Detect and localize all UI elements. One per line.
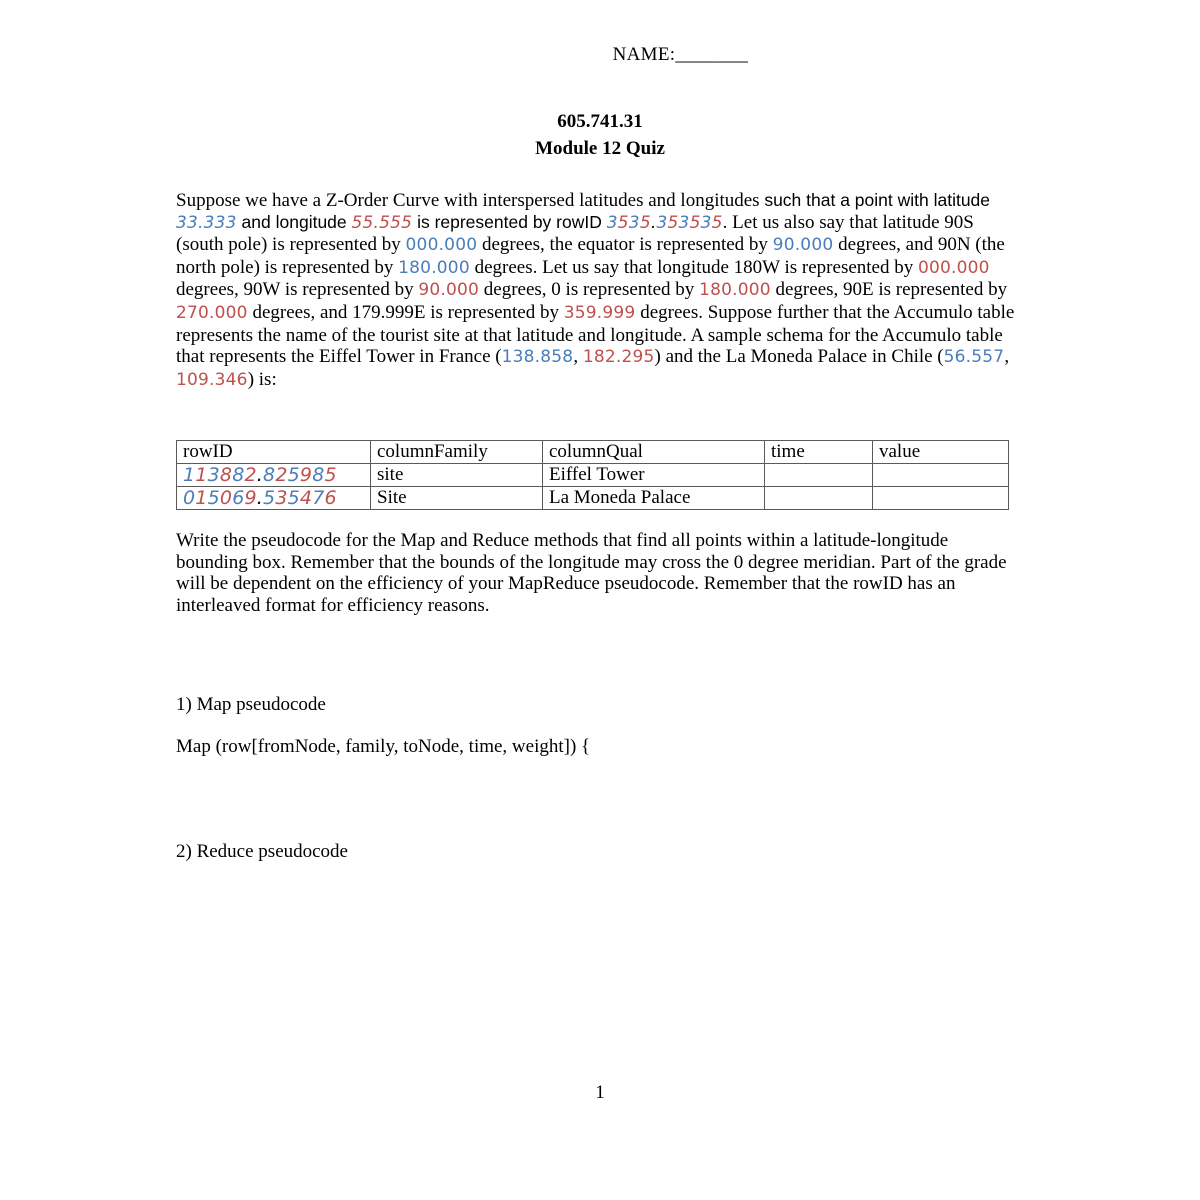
problem-text-10: degrees, 0 is represented by (479, 279, 700, 301)
example-rowid-interleaved: 3535.353535 (606, 212, 723, 233)
cell-time (765, 464, 873, 487)
problem-statement (176, 190, 1021, 391)
latitude-equator-value: 90.000 (772, 235, 834, 256)
problem-paragraph (176, 190, 1021, 391)
quiz-name: Module 12 Quiz (535, 138, 665, 159)
problem-text-12: degrees, and 179.999E is represented by (247, 301, 564, 323)
cell-columnqual: La Moneda Palace (543, 487, 765, 510)
latitude-90s-value: 000.000 (405, 235, 478, 256)
problem-text-7: degrees, and 90N (the north pole) is represented by (176, 234, 1005, 278)
eiffel-longitude-value: 182.295 (582, 347, 655, 368)
cell-columnfamily: site (371, 464, 543, 487)
cell-columnqual: Eiffel Tower (543, 464, 765, 487)
problem-text-5: . Let us also say that latitude 90S (south pole) is represented by (176, 211, 974, 256)
cell-rowid: 015069.535476 (177, 487, 371, 510)
instructions-block (176, 530, 1021, 616)
problem-text-16: , (1004, 346, 1010, 368)
instructions-paragraph: Write the pseudocode for the Map and Reduce methods that find all points within a latitude-longitude bounding box. Remember that the bounds of the longitude may cross the 0 degree meridian. Part of the grade will be dependent on the efficiency of your MapReduce pseudocode. Remember that the rowID has an interleaved format for efficiency reasons. (176, 530, 1007, 616)
longitude-90e-value: 270.000 (176, 302, 248, 323)
problem-text-9: degrees, 90W is represented by (176, 279, 419, 301)
header-cell-columnfamily: columnFamily (371, 441, 543, 464)
problem-text-17: ) is: (247, 368, 277, 390)
moneda-latitude-value: 56.557 (943, 347, 1005, 368)
course-number: 605.741.31 (557, 111, 643, 132)
header-cell-rowid: rowID (177, 441, 371, 464)
map-method-signature: Map (row[fromNode, family, toNode, time, weight]) { (176, 736, 591, 757)
table-header-row (177, 441, 1009, 464)
table-row (177, 464, 1009, 487)
question-1-label: 1) Map pseudocode (176, 694, 326, 715)
longitude-179e-value: 359.999 (563, 302, 636, 323)
cell-value (873, 487, 1009, 510)
header-cell-columnqual: columnQual (543, 441, 765, 464)
longitude-180w-value: 000.000 (918, 257, 990, 278)
problem-text-4: is represented by rowID (412, 211, 607, 232)
table-row (177, 487, 1009, 510)
header-cell-value: value (873, 441, 1009, 464)
question-2-label: 2) Reduce pseudocode (176, 841, 348, 862)
accumulo-schema-table (176, 440, 1009, 510)
cell-time (765, 487, 873, 510)
problem-text-6: degrees, the equator is represented by (477, 234, 773, 256)
example-latitude-value: 33.333 (176, 212, 237, 233)
problem-text-1: Suppose we have a Z-Order Curve with interspersed latitudes and longitudes (176, 190, 765, 211)
name-label: NAME: (612, 44, 676, 65)
page-number: 1 (595, 1082, 605, 1103)
problem-text-8: degrees. Let us say that longitude 180W is represented by (469, 256, 918, 278)
problem-text-11: degrees, 90E is represented by (770, 279, 1008, 301)
problem-text-13: degrees. Suppose further that the Accumulo table represents the name of the tourist site at that latitude and longitude. A sample schema for the Accumulo table that represents the Eiffel Tower in France ( (176, 301, 1015, 368)
accumulo-schema-table-wrapper (176, 440, 1008, 510)
cell-value (873, 464, 1009, 487)
problem-text-2: such that a point with latitude (764, 190, 991, 210)
longitude-0-value: 180.000 (699, 280, 771, 301)
header-cell-time: time (765, 441, 873, 464)
name-blank-rule: ________ (675, 44, 748, 65)
cell-columnfamily: Site (371, 487, 543, 510)
name-field-line (0, 44, 1200, 66)
problem-text-3: and longitude (236, 211, 352, 232)
cell-rowid: 113882.825985 (177, 464, 371, 487)
problem-text-14: , (573, 346, 583, 368)
document-title (0, 108, 1200, 162)
problem-text-15: ) and the La Moneda Palace in Chile ( (654, 346, 944, 368)
example-longitude-value: 55.555 (351, 212, 413, 233)
longitude-90w-value: 90.000 (418, 280, 480, 301)
eiffel-latitude-value: 138.858 (501, 347, 574, 368)
moneda-longitude-value: 109.346 (176, 369, 248, 390)
latitude-90n-value: 180.000 (398, 257, 470, 278)
